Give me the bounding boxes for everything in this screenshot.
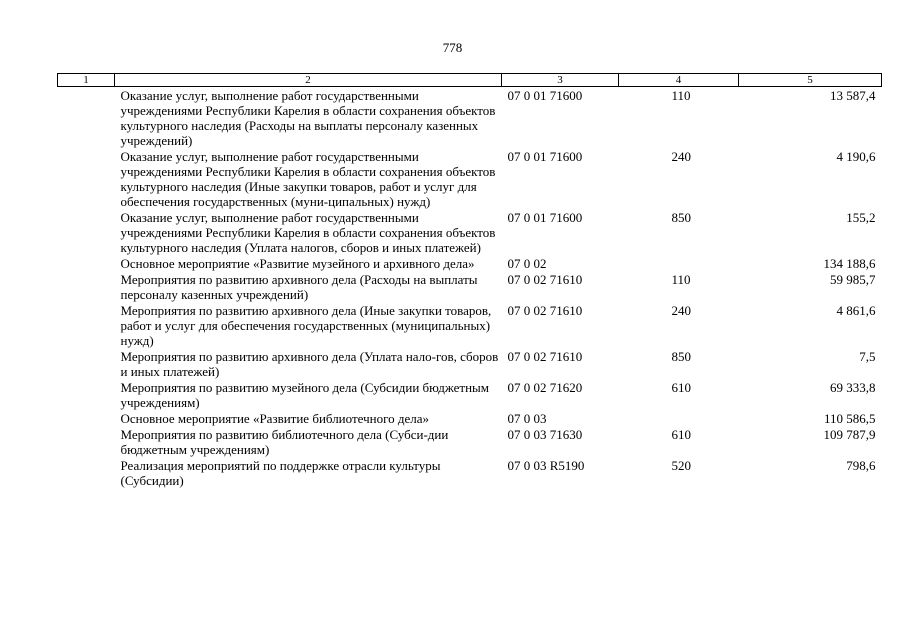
table-row [58,148,882,209]
table-row [58,271,882,302]
row-expense-type [619,410,739,426]
table-row [58,379,882,410]
row-amount: 155,2 [846,210,876,225]
header-col-3: 3 [502,74,619,87]
table-row [58,348,882,379]
row-code: 07 0 01 71600 [507,149,583,164]
row-amount: 7,5 [859,349,876,364]
row-col1-cell [58,457,115,488]
row-col1-cell [58,348,115,379]
page-number: 778 [442,40,463,55]
row-col1-cell [58,302,115,348]
row-col1-cell [58,209,115,255]
header-col-4: 4 [619,74,739,87]
header-row [58,74,882,87]
row-col1-cell [58,255,115,271]
row-name: Оказание услуг, выполнение работ государственными учреждениями Республики Карелия в области сохранения объектов культурного наследия (Расходы на выплаты персоналу казенных учреждений) [120,88,496,148]
row-expense-type: 240 [671,149,691,164]
row-amount: 4 861,6 [836,303,876,318]
table-row [58,302,882,348]
table-row [58,457,882,488]
row-expense-type: 610 [671,427,691,442]
row-name: Мероприятия по развитию музейного дела (Субсидии бюджетным учреждениям) [120,380,490,410]
row-name: Основное мероприятие «Развитие музейного и архивного дела» [120,256,475,271]
row-name: Мероприятия по развитию архивного дела (Уплата нало-гов, сборов и иных платежей) [120,349,499,379]
row-name: Основное мероприятие «Развитие библиотечного дела» [120,411,429,426]
row-name: Мероприятия по развитию библиотечного дела (Субси-дии бюджетным учреждениям) [120,427,449,457]
row-code: 07 0 03 R5190 [507,458,585,473]
header-col-2: 2 [115,74,502,87]
row-code: 07 0 02 71620 [507,380,583,395]
table-row [58,87,882,149]
row-name: Мероприятия по развитию архивного дела (Расходы на выплаты персоналу казенных учреждений) [120,272,478,302]
row-col1-cell [58,271,115,302]
row-name: Оказание услуг, выполнение работ государственными учреждениями Республики Карелия в области сохранения объектов культурного наследия (Иные закупки товаров, работ и услуг для обеспечения государственных (муни-ципальных) нужд) [120,149,496,209]
row-col1-cell [58,410,115,426]
row-code: 07 0 02 71610 [507,272,583,287]
header-col-1: 1 [58,74,115,87]
row-amount: 110 586,5 [823,411,876,426]
table-header [58,74,882,87]
row-expense-type: 520 [671,458,691,473]
row-code: 07 0 01 71600 [507,210,583,225]
row-code: 07 0 03 [507,411,547,426]
table-row [58,410,882,426]
row-name: Оказание услуг, выполнение работ государственными учреждениями Республики Карелия в области сохранения объектов культурного наследия (Уплата налогов, сборов и иных платежей) [120,210,496,255]
row-col1-cell [58,379,115,410]
row-amount: 59 985,7 [830,272,876,287]
row-col1-cell [58,87,115,149]
row-name: Реализация мероприятий по поддержке отрасли культуры (Субсидии) [120,458,441,488]
row-code: 07 0 02 71610 [507,349,583,364]
budget-table [57,73,882,488]
row-amount: 798,6 [846,458,876,473]
row-col1-cell [58,148,115,209]
row-name: Мероприятия по развитию архивного дела (Иные закупки товаров, работ и услуг для обеспечения государственных (муниципальных) нужд) [120,303,492,348]
table-body [58,87,882,489]
header-col-5: 5 [739,74,882,87]
row-amount: 134 188,6 [823,256,876,271]
row-code: 07 0 02 [507,256,547,271]
row-code: 07 0 03 71630 [507,427,583,442]
row-expense-type: 110 [671,88,691,103]
row-amount: 109 787,9 [823,427,876,442]
table-row [58,426,882,457]
row-amount: 4 190,6 [836,149,876,164]
row-amount: 69 333,8 [830,380,876,395]
row-col1-cell [58,426,115,457]
row-expense-type: 110 [671,272,691,287]
row-amount: 13 587,4 [830,88,876,103]
row-expense-type: 850 [671,210,691,225]
row-code: 07 0 01 71600 [507,88,583,103]
row-expense-type: 610 [671,380,691,395]
row-expense-type: 240 [671,303,691,318]
row-expense-type [619,255,739,271]
table-row [58,209,882,255]
row-code: 07 0 02 71610 [507,303,583,318]
row-expense-type: 850 [671,349,691,364]
table-row [58,255,882,271]
